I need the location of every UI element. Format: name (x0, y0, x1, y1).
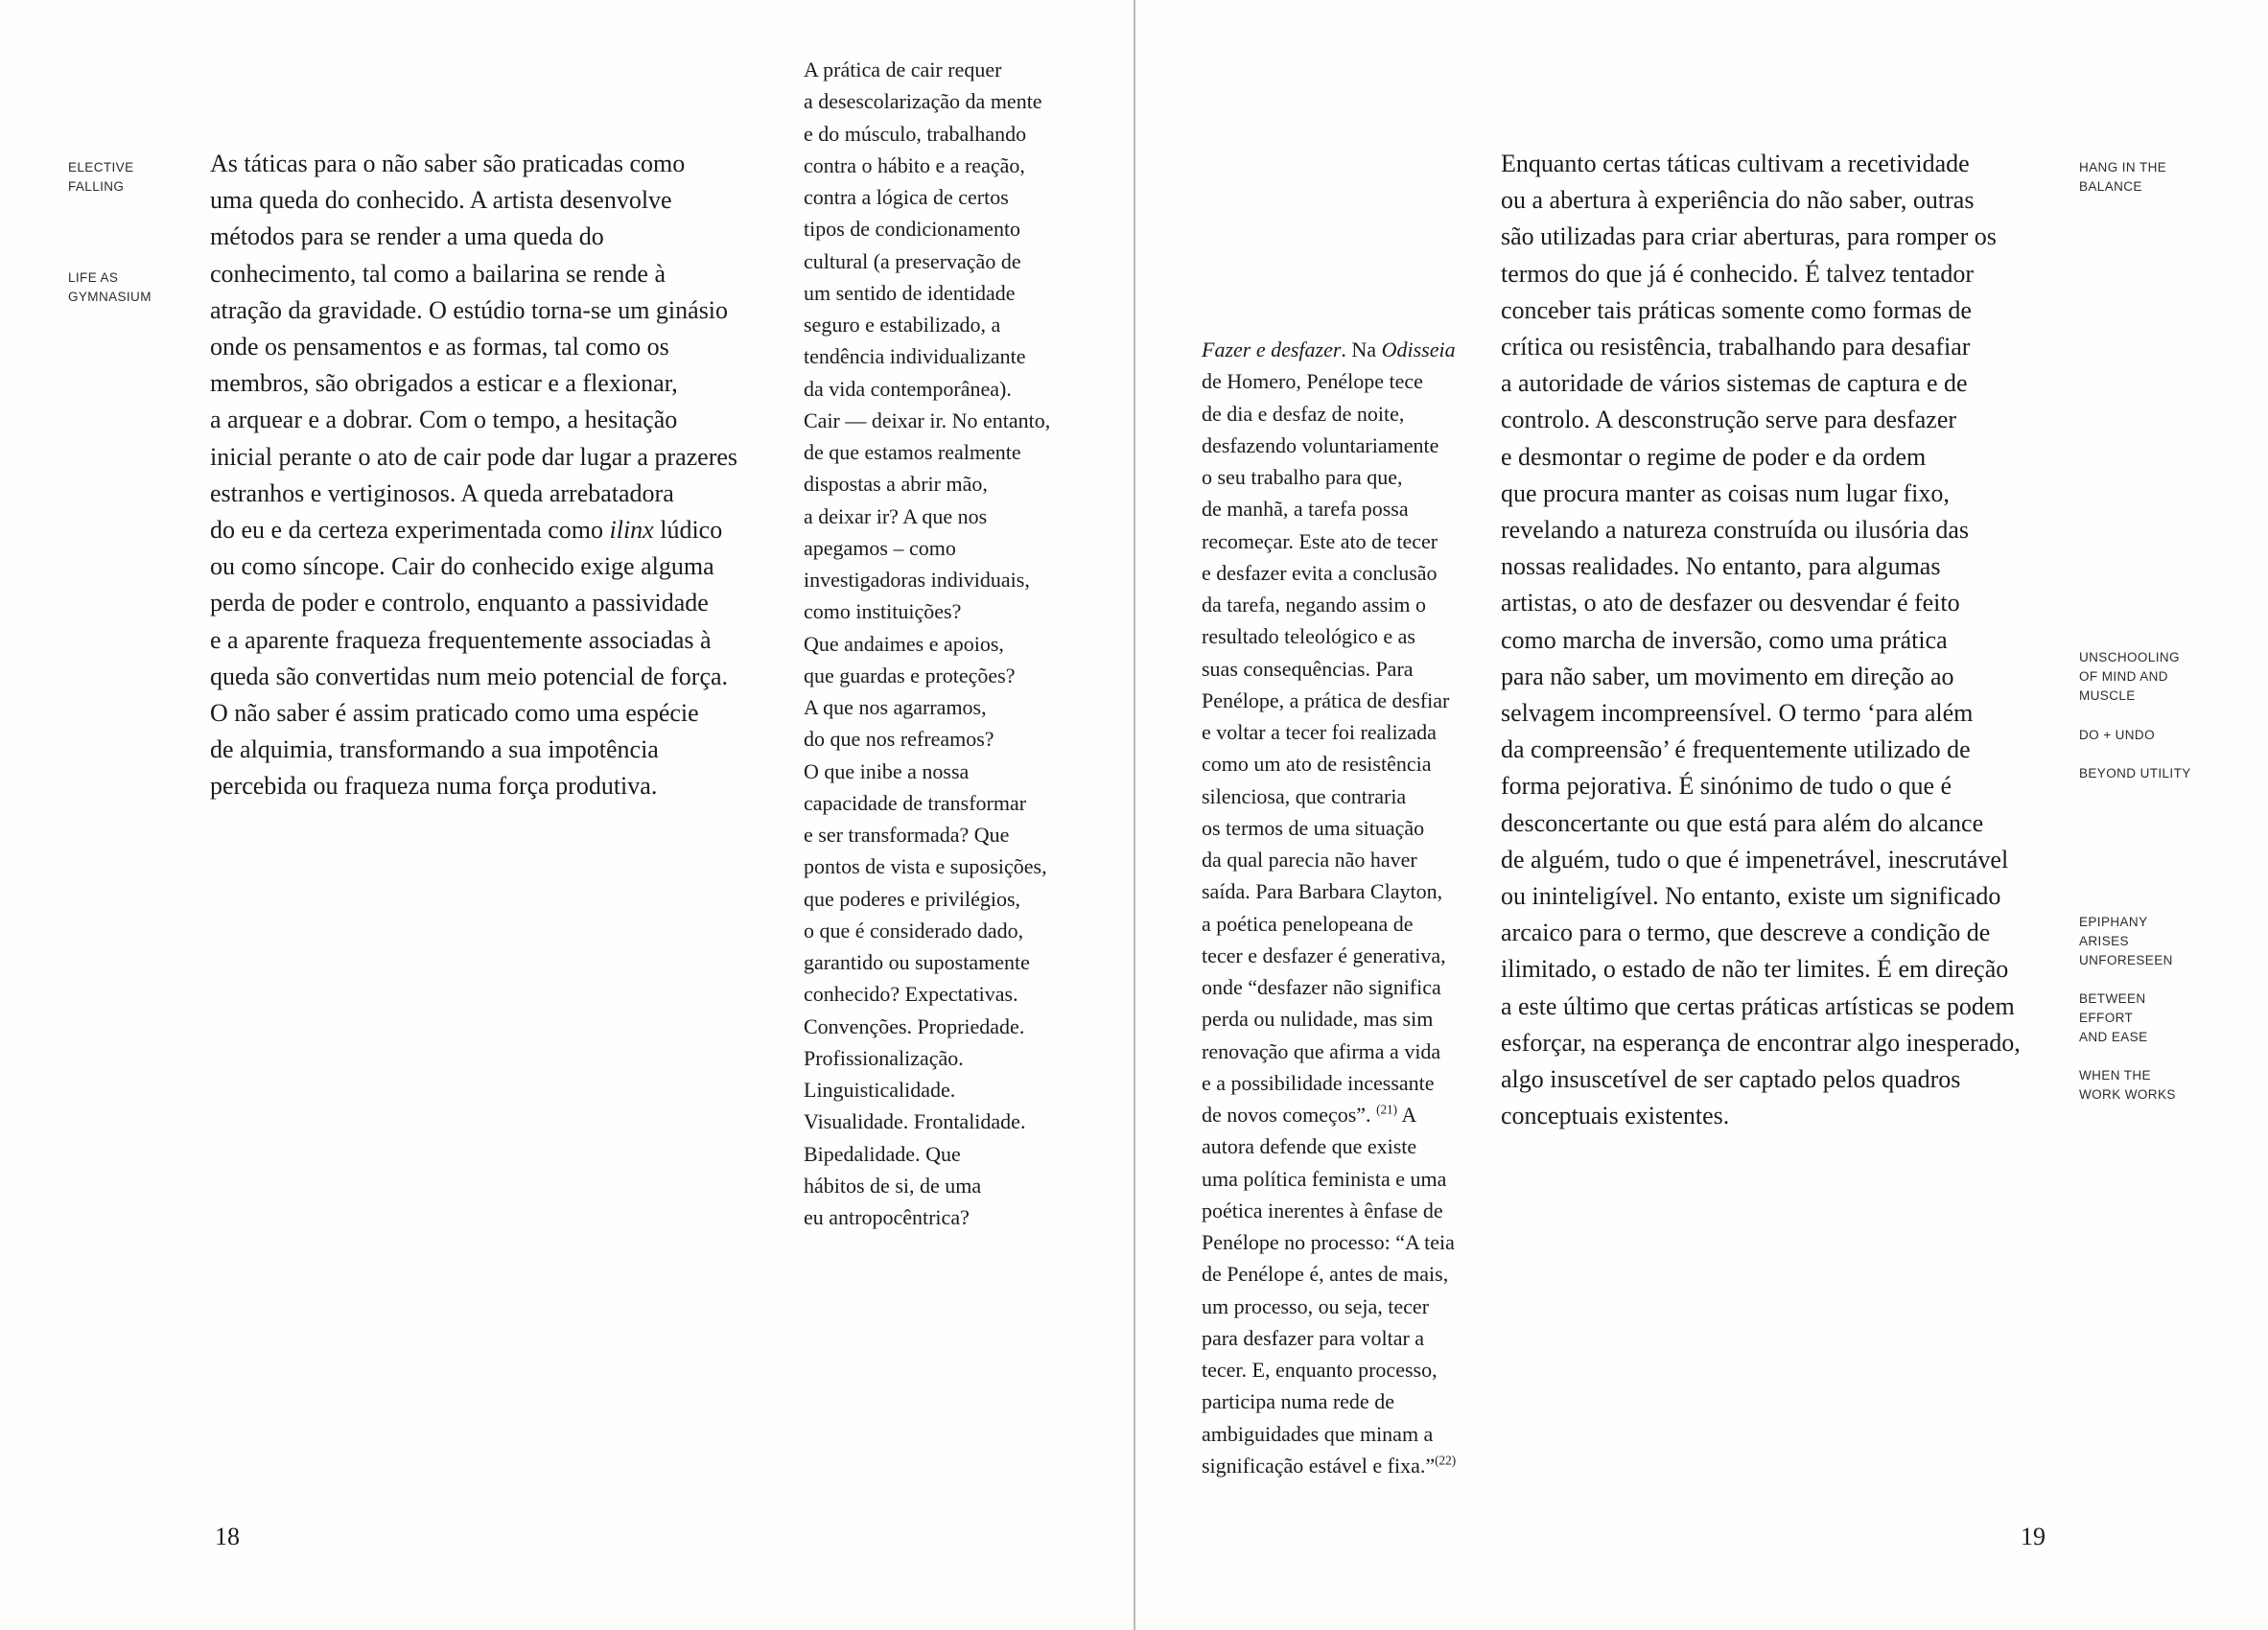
text-line: como um ato de resistência (1202, 752, 1432, 777)
text-line: LIFE AS (68, 270, 119, 285)
text-line: da tarefa, negando assim o (1202, 593, 1426, 617)
text-line: A que nos agarramos, (804, 695, 987, 719)
text-line: a autoridade de vários sistemas de captura e de (1501, 369, 1968, 398)
margin-label-epiphany-arises-unforeseen (2079, 913, 2242, 970)
text-line: eu antropocêntrica? (804, 1205, 970, 1229)
text-line: contra o hábito e a reação, (804, 152, 1025, 177)
text-line: HANG IN THE (2079, 160, 2167, 175)
text-line: de alguém, tudo o que é impenetrável, inescrutável (1501, 845, 2009, 873)
text-line: O não saber é assim praticado como uma espécie (210, 699, 699, 728)
text-line: esforçar, na esperança de encontrar algo inesperado, (1501, 1028, 2021, 1057)
text-line: perda ou nulidade, mas sim (1202, 1007, 1434, 1032)
text-line: ilimitado, o estado de não ter limites. É em direção (1501, 955, 2009, 984)
text-line: onde “desfazer não significa (1202, 975, 1441, 999)
text-line: contra a lógica de certos (804, 185, 1009, 209)
text-line: conhecimento, tal como a bailarina se rende à (210, 259, 666, 288)
text-line: a desescolarização da mente (804, 89, 1042, 114)
text-line: um processo, ou seja, tecer (1202, 1293, 1430, 1318)
margin-label-unschooling-of-mind-and-muscle (2079, 648, 2242, 706)
text-line: FALLING (68, 179, 125, 194)
text-line: recomeçar. Este ato de tecer (1202, 528, 1438, 553)
right-side-paragraph (1202, 334, 1499, 1481)
text-line: membros, são obrigados a esticar e a flexionar, (210, 369, 678, 398)
text-line: suas consequências. Para (1202, 656, 1414, 681)
text-line: investigadoras individuais, (804, 568, 1030, 592)
text-line: desconcertante ou que está para além do alcance (1501, 808, 1984, 837)
text-line: ou ininteligível. No entanto, existe um significado (1501, 882, 2001, 911)
text-line: como marcha de inversão, como uma prática (1501, 625, 1948, 654)
text-line: a arquear e a dobrar. Com o tempo, a hesitação (210, 406, 678, 434)
text-line: ou como síncope. Cair do conhecido exige alguma (210, 552, 714, 581)
text-line: revelando a natureza construída ou ilusória das (1501, 516, 1970, 545)
text-line: a deixar ir? A que nos (804, 503, 988, 528)
text-line: o que é considerado dado, (804, 918, 1024, 943)
text-line: estranhos e vertiginosos. A queda arrebatadora (210, 478, 674, 507)
text-line: métodos para se render a uma queda do (210, 222, 604, 251)
text-line: significação estável e fixa.”$^{(22)}$ (1202, 1453, 1457, 1478)
text-line: UNSCHOOLING (2079, 650, 2180, 664)
text-line: renovação que afirma a vida (1202, 1038, 1441, 1063)
text-line: da qual parecia não haver (1202, 848, 1417, 872)
text-line: apegamos – como (804, 535, 956, 560)
text-line: que poderes e privilégios, (804, 886, 1021, 911)
text-line: de Penélope é, antes de mais, (1202, 1262, 1449, 1287)
text-line: que procura manter as coisas num lugar fixo, (1501, 478, 1950, 507)
margin-label-life-as-gymnasium (68, 268, 212, 307)
text-line: Enquanto certas táticas cultivam a recetividade (1501, 150, 1970, 177)
text-line: Cair — deixar ir. No entanto, (804, 408, 1051, 432)
text-line: Bipedalidade. Que (804, 1141, 961, 1166)
margin-label-do-undo (2079, 726, 2242, 745)
text-line: Profissionalização. (804, 1045, 964, 1070)
text-line: a poética penelopeana de (1202, 911, 1414, 936)
text-line: tecer. E, enquanto processo, (1202, 1358, 1438, 1382)
text-line: do eu e da certeza experimentada como ilinx lúdico (210, 516, 723, 545)
text-line: crítica ou resistência, trabalhando para desafiar (1501, 333, 1971, 361)
text-line: WORK WORKS (2079, 1087, 2176, 1102)
text-line: tecer e desfazer é generativa, (1202, 943, 1446, 967)
page-divider (1134, 0, 1135, 1630)
margin-label-beyond-utility (2079, 764, 2242, 783)
text-line: de que estamos realmente (804, 440, 1021, 464)
text-line: GYMNASIUM (68, 290, 152, 304)
text-line: conceptuais existentes. (1501, 1102, 1730, 1130)
page-number-left: 18 (215, 1523, 240, 1550)
text-line: poética inerentes à ênfase de (1202, 1198, 1443, 1222)
text-line: WHEN THE (2079, 1068, 2151, 1083)
text-line: os termos de uma situação (1202, 815, 1425, 840)
text-line: o seu trabalho para que, (1202, 465, 1403, 489)
text-line: Convenções. Propriedade. (804, 1013, 1025, 1038)
text-line: controlo. A desconstrução serve para desfazer (1501, 406, 1957, 434)
text-line: Fazer e desfazer. Na Odisseia (1202, 338, 1456, 361)
text-line: a este último que certas práticas artísticas se podem (1501, 991, 2015, 1020)
page-number-right: 19 (2021, 1523, 2046, 1550)
text-line: autora defende que existe (1202, 1134, 1417, 1159)
text-line: Penélope no processo: “A teia (1202, 1230, 1455, 1254)
text-line: A prática de cair requer (804, 58, 1002, 82)
text-line: da compreensão’ é frequentemente utilizado de (1501, 735, 1971, 764)
text-line: cultural (a preservação de (804, 248, 1021, 273)
text-line: EFFORT (2079, 1011, 2134, 1025)
text-line: participa numa rede de (1202, 1389, 1394, 1414)
text-line: arcaico para o termo, que descreve a condição de (1501, 919, 1991, 947)
text-line: artistas, o ato de desfazer ou desvendar é feito (1501, 589, 1960, 617)
text-line: são utilizadas para criar aberturas, para romper os (1501, 222, 1997, 251)
text-line: UNFORESEEN (2079, 953, 2173, 967)
text-line: e desfazer evita a conclusão (1202, 560, 1438, 585)
text-line: AND EASE (2079, 1030, 2148, 1044)
margin-label-between-effort-and-ease (2079, 990, 2242, 1047)
text-line: selvagem incompreensível. O termo ‘para além (1501, 699, 1974, 728)
text-line: capacidade de transformar (804, 790, 1027, 815)
text-line: dispostas a abrir mão, (804, 472, 988, 497)
text-line: um sentido de identidade (804, 280, 1016, 305)
text-line: para desfazer para voltar a (1202, 1325, 1425, 1350)
text-line: para não saber, um movimento em direção ao (1501, 662, 1954, 690)
text-line: como instituições? (804, 599, 962, 624)
text-line: tendência individualizante (804, 344, 1026, 369)
text-line: O que inibe a nossa (804, 758, 970, 783)
text-line: algo insuscetível de ser captado pelos quadros (1501, 1065, 1961, 1094)
text-line: desfazendo voluntariamente (1202, 432, 1439, 457)
text-line: atração da gravidade. O estúdio torna-se um ginásio (210, 295, 729, 324)
text-line: ou a abertura à experiência do não saber, outras (1501, 186, 1975, 215)
text-line: onde os pensamentos e as formas, tal como os (210, 333, 669, 361)
text-line: resultado teleológico e as (1202, 624, 1415, 649)
left-main-paragraph (210, 146, 805, 805)
text-line: OF MIND AND (2079, 669, 2168, 684)
text-line: seguro e estabilizado, a (804, 313, 1001, 337)
text-line: ARISES (2079, 934, 2129, 948)
text-line: e voltar a tecer foi realizada (1202, 720, 1437, 744)
text-line: perda de poder e controlo, enquanto a passividade (210, 589, 709, 617)
text-line: e a possibilidade incessante (1202, 1070, 1435, 1095)
text-line: saída. Para Barbara Clayton, (1202, 879, 1443, 904)
margin-label-hang-in-the-balance (2079, 158, 2242, 197)
text-line: nossas realidades. No entanto, para algumas (1501, 552, 1941, 581)
text-line: Visualidade. Frontalidade. (804, 1109, 1026, 1134)
text-line: da vida contemporânea). (804, 376, 1012, 401)
text-line: inicial perante o ato de cair pode dar lugar a prazeres (210, 442, 738, 471)
text-line: BETWEEN (2079, 991, 2146, 1006)
text-line: e a aparente fraqueza frequentemente associadas à (210, 625, 712, 654)
text-line: forma pejorativa. É sinónimo de tudo o que é (1501, 772, 1952, 801)
text-line: DO + UNDO (2079, 728, 2155, 742)
text-line: ELECTIVE (68, 160, 134, 175)
text-line: Que andaimes e apoios, (804, 631, 1004, 656)
text-line: de dia e desfaz de noite, (1202, 401, 1405, 426)
text-line: e desmontar o regime de poder e da ordem (1501, 442, 1927, 471)
left-side-paragraph (804, 54, 1111, 1233)
text-line: hábitos de si, de uma (804, 1173, 982, 1198)
text-line: que guardas e proteções? (804, 663, 1016, 687)
text-line: pontos de vista e suposições, (804, 854, 1047, 879)
text-line: ambiguidades que minam a (1202, 1421, 1434, 1446)
text-line: percebida ou fraqueza numa força produtiva. (210, 772, 658, 801)
text-line: de novos começos”. $^{(21)}$ A (1202, 1102, 1417, 1127)
text-line: As táticas para o não saber são praticadas como (210, 150, 686, 177)
margin-label-when-the-work-works (2079, 1066, 2242, 1105)
text-line: uma queda do conhecido. A artista desenvolve (210, 186, 672, 215)
text-line: MUSCLE (2079, 688, 2136, 703)
text-line: e do músculo, trabalhando (804, 121, 1027, 146)
text-line: queda são convertidas num meio potencial de força. (210, 662, 729, 690)
right-main-paragraph (1501, 146, 2095, 1134)
text-line: Linguisticalidade. (804, 1078, 956, 1102)
text-line: de manhã, a tarefa possa (1202, 497, 1409, 522)
text-line: BEYOND UTILITY (2079, 766, 2191, 780)
text-line: de alquimia, transformando a sua impotência (210, 735, 659, 764)
text-line: BALANCE (2079, 179, 2142, 194)
text-line: EPIPHANY (2079, 915, 2148, 929)
text-line: uma política feminista e uma (1202, 1166, 1447, 1191)
margin-label-elective-falling (68, 158, 212, 197)
text-line: tipos de condicionamento (804, 217, 1021, 242)
text-line: e ser transformada? Que (804, 823, 1010, 847)
text-line: do que nos refreamos? (804, 727, 994, 752)
text-line: de Homero, Penélope tece (1202, 369, 1423, 394)
text-line: garantido ou supostamente (804, 950, 1030, 974)
text-line: Penélope, a prática de desfiar (1202, 687, 1450, 712)
text-line: conhecido? Expectativas. (804, 982, 1018, 1007)
text-line: conceber tais práticas somente como formas de (1501, 295, 1972, 324)
text-line: termos do que já é conhecido. É talvez tentador (1501, 259, 1975, 288)
text-line: silenciosa, que contraria (1202, 783, 1407, 808)
